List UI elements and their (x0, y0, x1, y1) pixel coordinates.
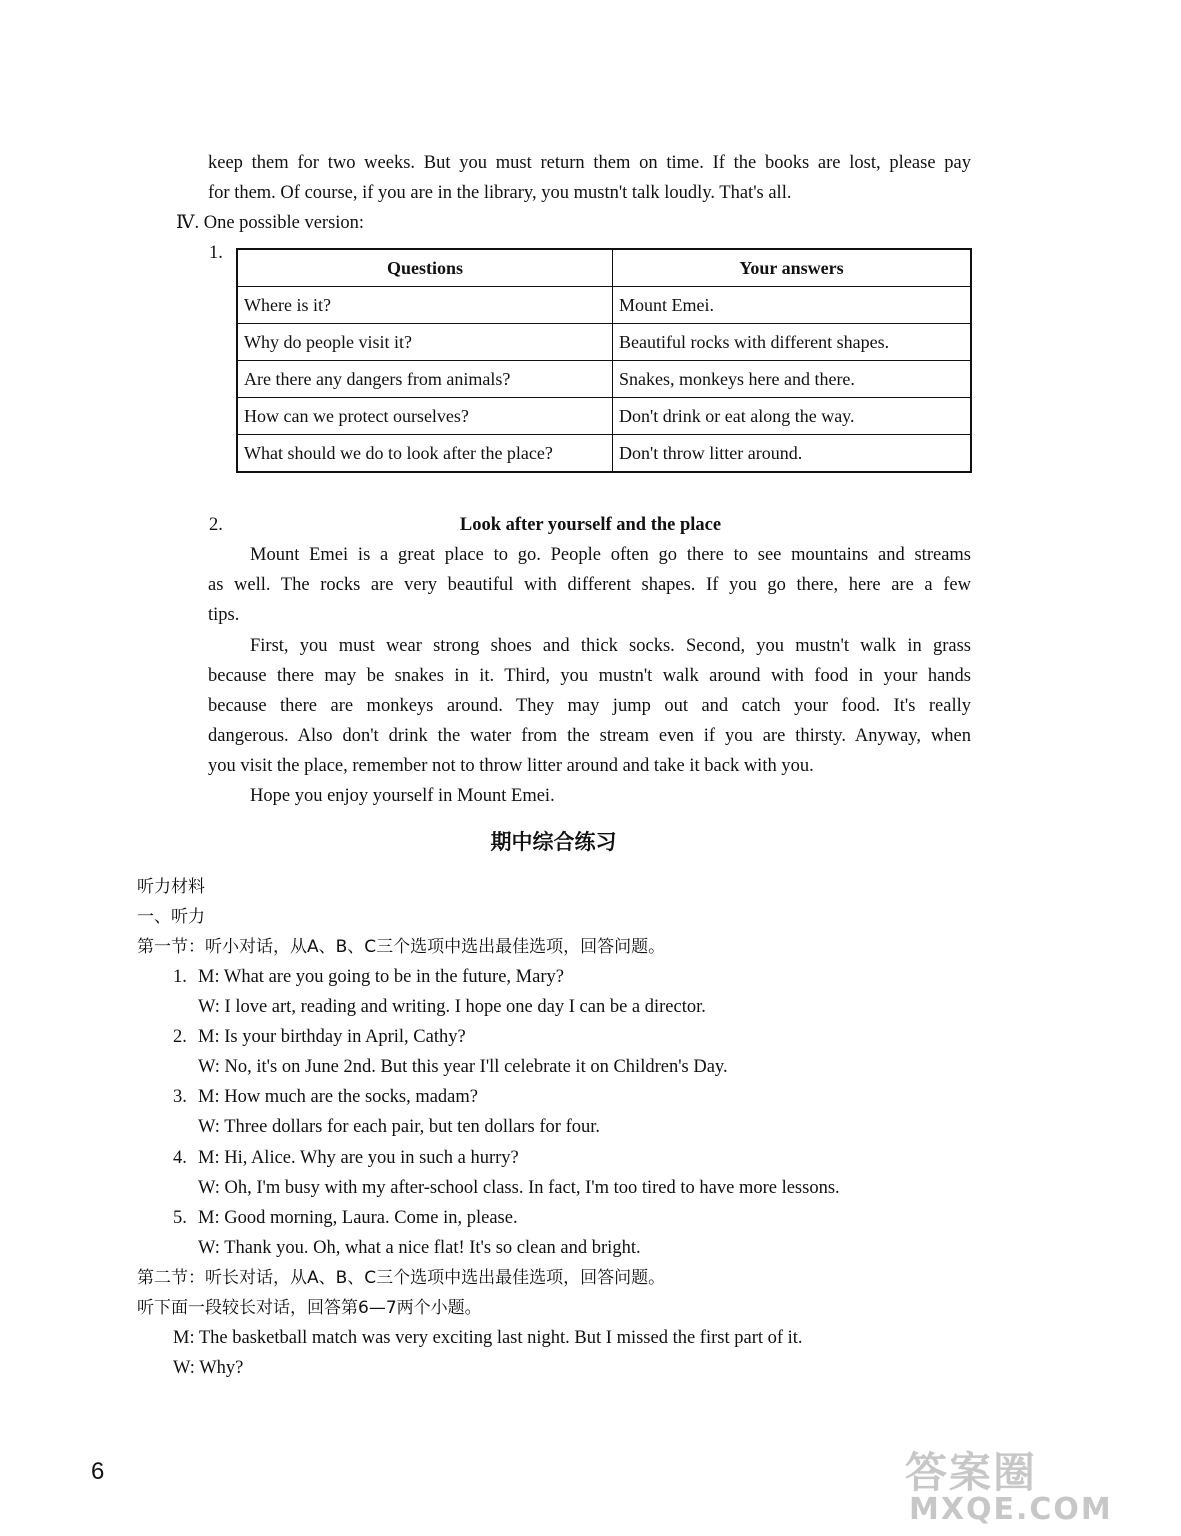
page-number: 6 (91, 1458, 105, 1485)
table-cell-answer: Beautiful rocks with different shapes. (613, 324, 972, 361)
table-cell-question: How can we protect ourselves? (237, 398, 613, 435)
table-cell-question: What should we do to look after the place? (237, 435, 613, 473)
dialogue-5-w: W: Thank you. Oh, what a nice flat! It's so clean and bright. (198, 1238, 641, 1258)
essay-p2-line5: you visit the place, remember not to throw litter around and take it back with you. (208, 756, 814, 776)
dialogue-3-w: W: Three dollars for each pair, but ten dollars for four. (198, 1117, 601, 1137)
table-row (237, 361, 971, 398)
essay-p2-line1: First, you must wear strong shoes and thick socks. Second, you mustn't walk in grass (250, 636, 971, 656)
section4-heading: Ⅳ. One possible version: (176, 213, 365, 233)
table-header-answers: Your answers (613, 249, 972, 287)
essay-title: Look after yourself and the place (459, 515, 722, 535)
table-row (237, 435, 971, 473)
midterm-title: 期中综合练习 (490, 830, 617, 854)
essay-p2-line2: because there may be snakes in it. Third, you mustn't walk around with food in your hands (208, 666, 971, 686)
dialogue-4-w: W: Oh, I'm busy with my after-school class. In fact, I'm too tired to have more lessons. (198, 1178, 840, 1198)
questions-answers-table (236, 248, 972, 473)
dialogue-2-m: M: Is your birthday in April, Cathy? (198, 1027, 466, 1047)
dialogue-3-m: M: How much are the socks, madam? (198, 1087, 478, 1107)
essay-p1-line3: tips. (208, 605, 240, 625)
essay-p1-line2: as well. The rocks are very beautiful with different shapes. If you go there, here are a few (208, 575, 971, 595)
section2-intro: 听下面一段较长对话，回答第6—7两个小题。 (137, 1298, 482, 1318)
essay-p2-line4: dangerous. Also don't drink the water from the stream even if you are thirsty. Anyway, when (208, 726, 971, 746)
item2-number: 2. (209, 515, 223, 535)
table-cell-question: Why do people visit it? (237, 324, 613, 361)
item1-number: 1. (209, 243, 223, 263)
essay-p3: Hope you enjoy yourself in Mount Emei. (250, 786, 555, 806)
table-header-row (237, 249, 971, 287)
dialogue-5-number: 5. (173, 1208, 187, 1228)
table-cell-answer: Don't throw litter around. (613, 435, 972, 473)
dialogue-1-number: 1. (173, 967, 187, 987)
watermark-logo (905, 1440, 1113, 1530)
watermark-cn: 答案圈 (905, 1448, 1038, 1497)
table-cell-answer: Mount Emei. (613, 287, 972, 324)
section1-instruction: 第一节：听小对话，从A、B、C三个选项中选出最佳选项，回答问题。 (137, 937, 666, 957)
dialogue-2-w: W: No, it's on June 2nd. But this year I'll celebrate it on Children's Day. (198, 1057, 728, 1077)
listening-material-heading: 听力材料 (137, 877, 205, 897)
table-row (237, 287, 971, 324)
dialogue-5-m: M: Good morning, Laura. Come in, please. (198, 1208, 518, 1228)
table-row (237, 324, 971, 361)
dialogue-1-m: M: What are you going to be in the future, Mary? (198, 967, 564, 987)
table-cell-answer: Snakes, monkeys here and there. (613, 361, 972, 398)
table-cell-answer: Don't drink or eat along the way. (613, 398, 972, 435)
part1-heading: 一、听力 (137, 907, 205, 927)
table-cell-question: Where is it? (237, 287, 613, 324)
dialogue-4-number: 4. (173, 1148, 187, 1168)
long-dialogue-m: M: The basketball match was very exciting last night. But I missed the first part of it. (173, 1328, 803, 1348)
section2-instruction: 第二节：听长对话，从A、B、C三个选项中选出最佳选项，回答问题。 (137, 1268, 666, 1288)
table-cell-question: Are there any dangers from animals? (237, 361, 613, 398)
dialogue-1-w: W: I love art, reading and writing. I hope one day I can be a director. (198, 997, 706, 1017)
section3-tail-line2: for them. Of course, if you are in the library, you mustn't talk loudly. That's all. (208, 183, 792, 203)
dialogue-2-number: 2. (173, 1027, 187, 1047)
dialogue-4-m: M: Hi, Alice. Why are you in such a hurry? (198, 1148, 519, 1168)
table-row (237, 398, 971, 435)
essay-p2-line3: because there are monkeys around. They may jump out and catch your food. It's really (208, 696, 971, 716)
essay-p1-line1: Mount Emei is a great place to go. People often go there to see mountains and streams (250, 545, 971, 565)
watermark-en: MXQE.COM (909, 1492, 1113, 1527)
section3-tail-line1: keep them for two weeks. But you must return them on time. If the books are lost, please pay (208, 153, 971, 173)
dialogue-3-number: 3. (173, 1087, 187, 1107)
long-dialogue-w: W: Why? (173, 1358, 244, 1378)
table-header-questions: Questions (237, 249, 613, 287)
